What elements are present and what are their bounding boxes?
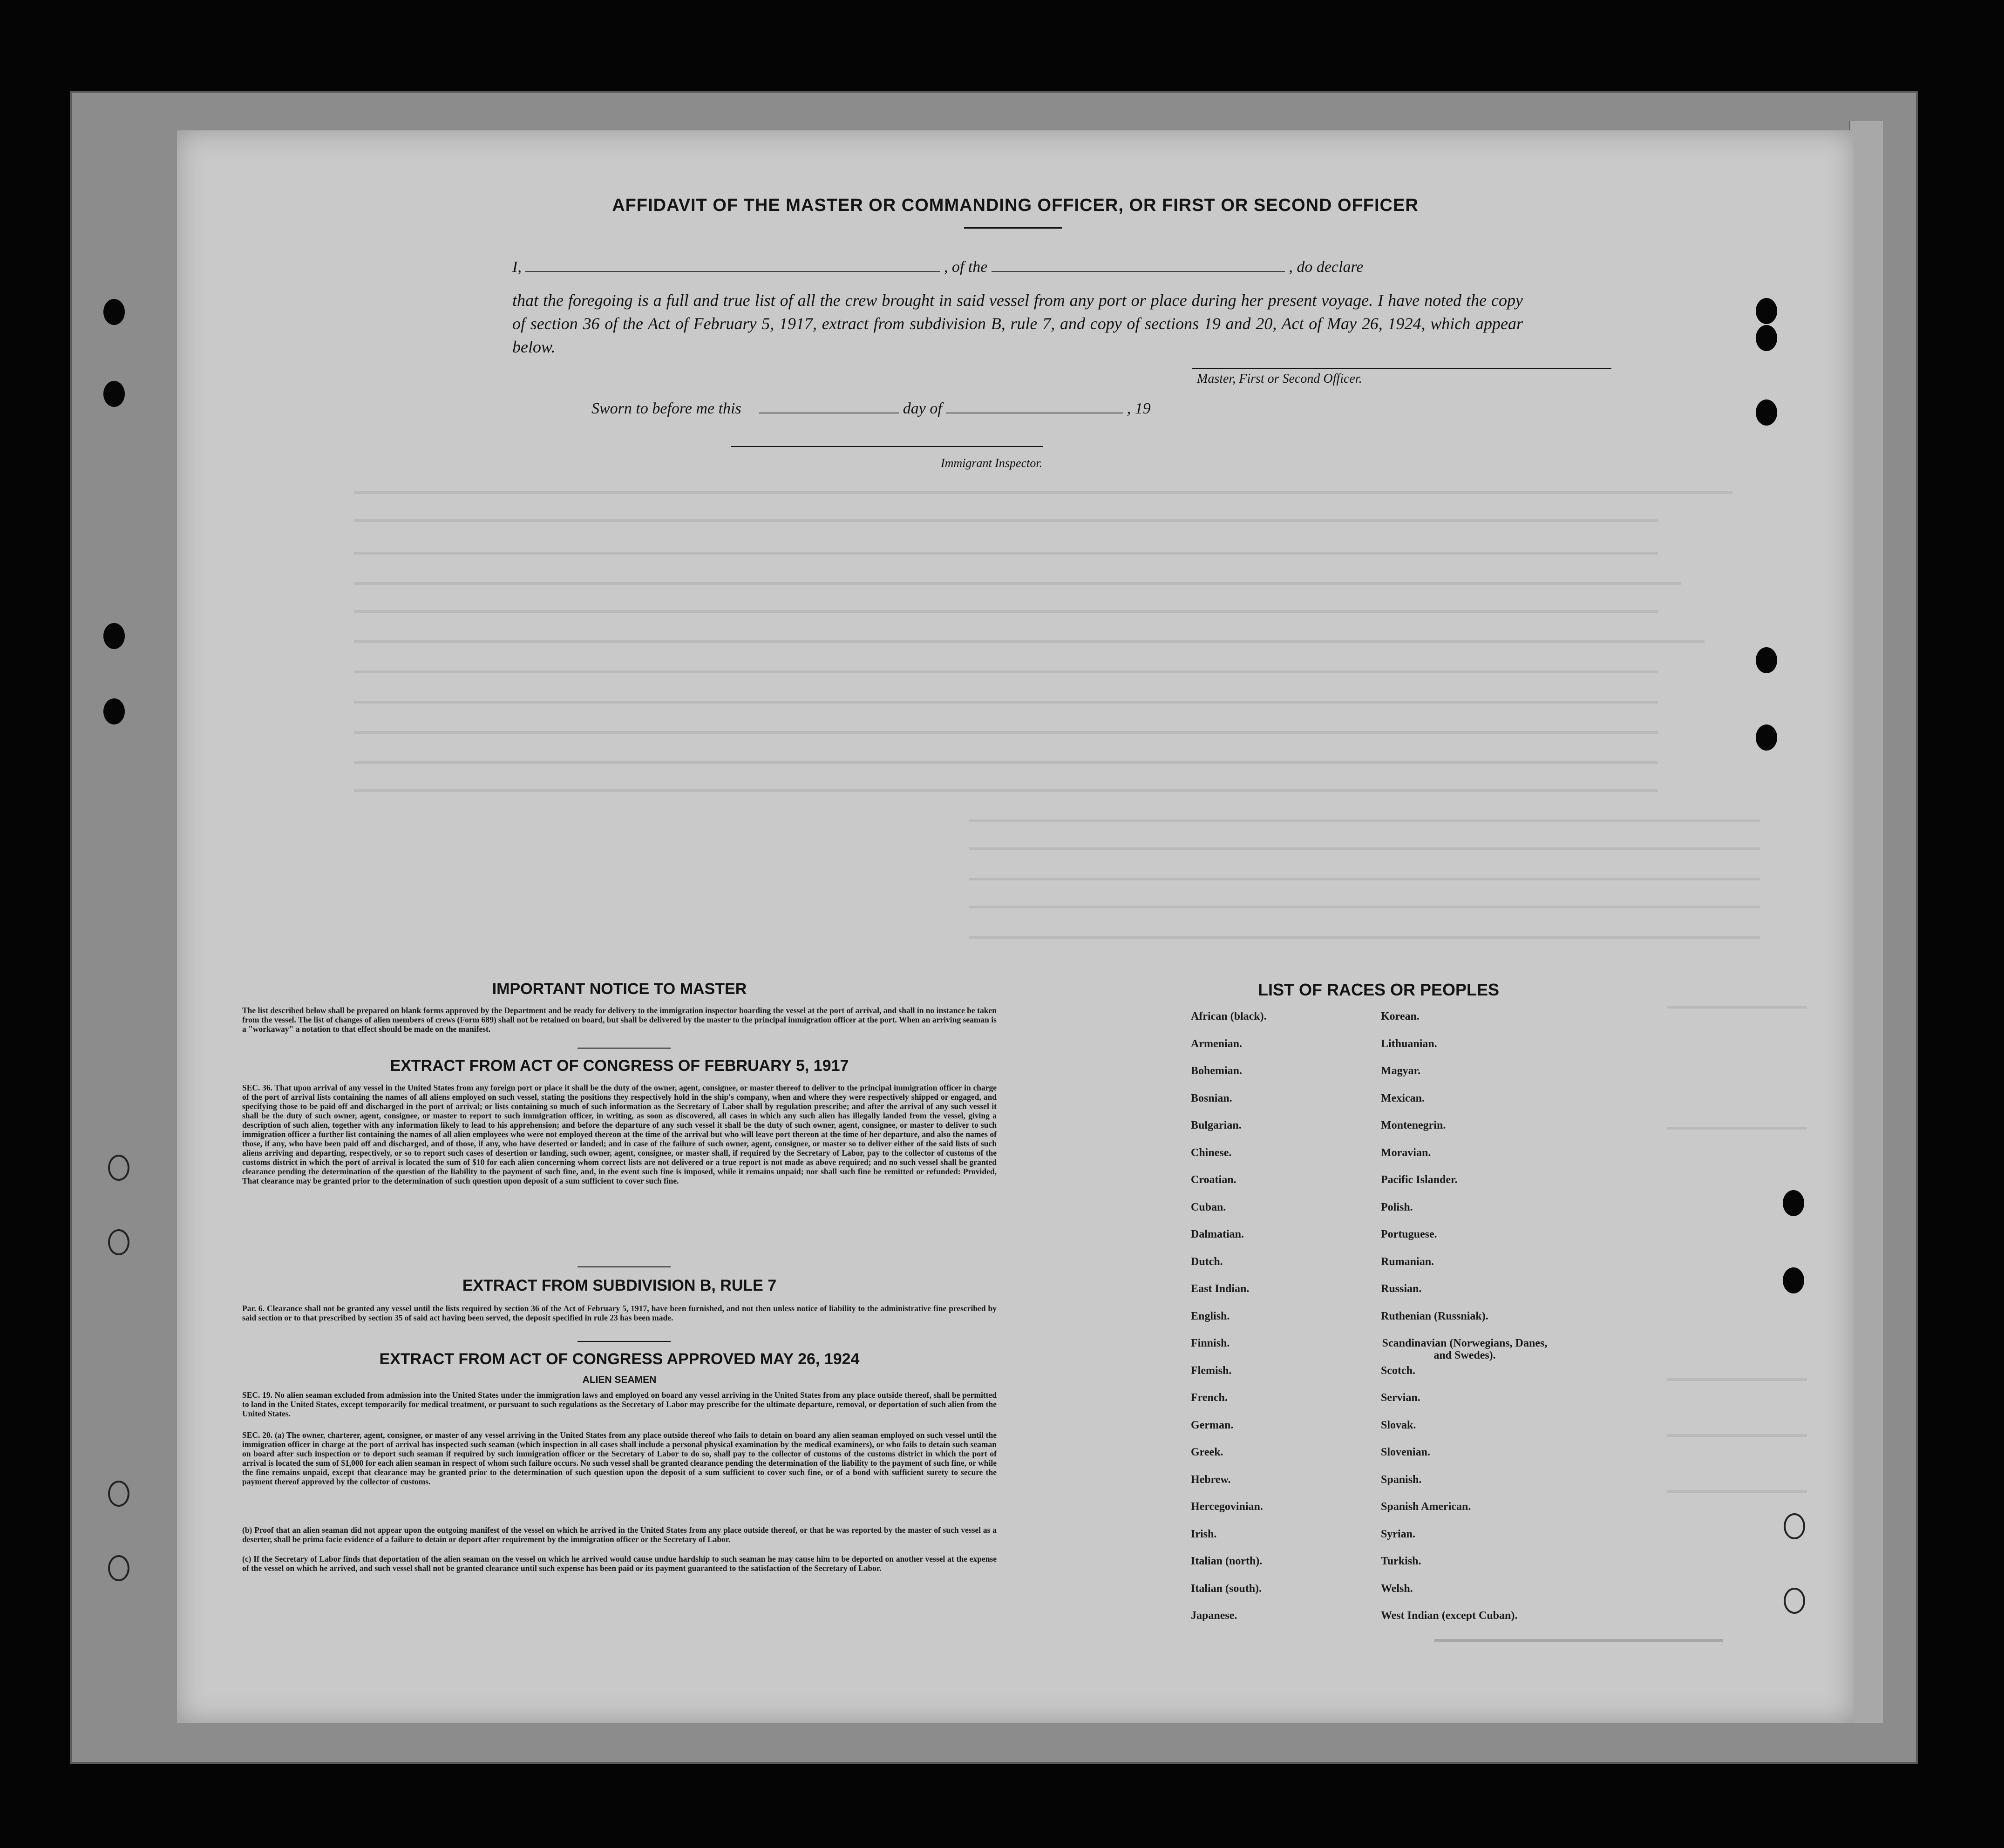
affidavit-first-line	[512, 255, 1523, 276]
race-item: Bohemian.	[1191, 1065, 1243, 1077]
punch-hole	[1756, 298, 1777, 324]
race-item: Bulgarian.	[1191, 1119, 1242, 1131]
race-item: West Indian (except Cuban).	[1381, 1610, 1518, 1622]
race-item: Polish.	[1381, 1201, 1413, 1213]
punch-hole	[108, 1229, 129, 1255]
punch-hole	[108, 1155, 129, 1181]
i-label: I,	[512, 258, 522, 276]
race-item: Lithuanian.	[1381, 1037, 1437, 1050]
race-item: Pacific Islander.	[1381, 1174, 1458, 1186]
punch-hole	[103, 623, 125, 649]
race-item: Hebrew.	[1191, 1473, 1231, 1486]
race-item: Korean.	[1381, 1010, 1420, 1022]
race-item: Croatian.	[1191, 1174, 1236, 1186]
day-of-label: day of	[903, 400, 942, 417]
race-item: Italian (south).	[1191, 1582, 1262, 1595]
punch-hole	[1756, 647, 1777, 673]
race-item: Dalmatian.	[1191, 1228, 1244, 1240]
declare-label: , do declare	[1289, 258, 1364, 276]
race-item: Bosnian.	[1191, 1092, 1232, 1104]
race-item: Chinese.	[1191, 1146, 1232, 1159]
race-item: Irish.	[1191, 1528, 1217, 1540]
punch-hole	[108, 1481, 129, 1507]
race-item: Greek.	[1191, 1446, 1223, 1458]
race-item: Scandinavian (Norwegians, Danes, and Swedes).	[1382, 1337, 1548, 1361]
race-item: Welsh.	[1381, 1582, 1413, 1595]
punch-hole	[103, 299, 125, 325]
alien-seamen-subtitle: ALIEN SEAMEN	[582, 1374, 657, 1385]
punch-hole	[1756, 724, 1777, 751]
race-item: Rumanian.	[1381, 1255, 1434, 1268]
race-item: Scotch.	[1381, 1364, 1415, 1377]
sworn-month-blank[interactable]	[946, 397, 1123, 413]
extract-1924-sec19: SEC. 19. No alien seaman excluded from admission into the United States under the immigration laws and employed on board any vessel arriving in the United States from any place outside thereof, shall be permitted to land in the United States, except temporarily for medical treatment, or pursuant to such regulations as the Secretary of Labor may prescribe for the ultimate departure, removal, or deportation of such alien from the United States.	[242, 1390, 997, 1418]
of-the-label: , of the	[944, 258, 988, 276]
race-item: Slovenian.	[1381, 1446, 1431, 1458]
race-item: African (black).	[1191, 1010, 1267, 1022]
year-label: , 19	[1127, 400, 1151, 417]
race-item: East Indian.	[1191, 1283, 1250, 1295]
race-item: Hercegovinian.	[1191, 1501, 1263, 1513]
extract-rule7-title: EXTRACT FROM SUBDIVISION B, RULE 7	[462, 1277, 777, 1294]
backing-strip	[1849, 121, 1883, 1723]
race-item: Ruthenian (Russniak).	[1381, 1310, 1488, 1322]
race-item: Italian (north).	[1191, 1555, 1263, 1567]
notice-text: The list described below shall be prepared on blank forms approved by the Department and be ready for delivery to the immigration inspector boarding the vessel at the port of arrival, and shall in no instance be taken from the vessel. The list of changes of alien members of crews (Form 689) shall not be retained on board, but shall be delivered by the master to the principal immigration officer at the port. When an arriving seaman is a "workaway" a notation to that effect should be made on the manifest.	[242, 1006, 997, 1034]
sworn-label: Sworn to before me this	[591, 400, 741, 417]
race-item: Russian.	[1381, 1283, 1422, 1295]
race-item: Armenian.	[1191, 1037, 1242, 1050]
vessel-name-blank[interactable]	[992, 255, 1285, 272]
notice-title: IMPORTANT NOTICE TO MASTER	[492, 980, 747, 998]
punch-hole	[1784, 1588, 1805, 1614]
extract-1917-text: SEC. 36. That upon arrival of any vessel in the United States from any foreign port or place it shall be the duty of the owner, agent, consignee, or master thereof to deliver to the principal immigration officer in charge of the port of arrival lists containing the names of all aliens employed on such vessel, stating the positions they respectively hold in the ship's company, when and where they were respectively shipped or engaged, and specifying those to be paid off and discharged in the port of arrival; or lists containing so much of such information as the Secretary of Labor shall by regulation prescribe; and after the arrival of any such vessel it shall be the duty of such owner, agent, consignee, or master to report to such immigration officer, in writing, as soon as discovered, all cases in which any such alien has illegally landed from the vessel, giving a description of such alien, together with any information likely to lead to his apprehension; and before the departure of any such vessel it shall be the duty of such owner, agent, consignee, or master to deliver to such immigration officer a further list containing the names of all alien employees who were not employed thereon at the time of the arrival but who will leave port thereon at the time of her departure, and also the names of those, if any, who have been paid off and discharged, and of those, if any, who have deserted or landed; and in case of the failure of such owner, agent, consignee, or master so to deliver either of the said lists of such aliens arriving and departing, respectively, or so to report such cases of desertion or landing, such owner, agent, consignee, or master shall, if required by the Secretary of Labor, pay to the collector of customs of the customs district in which the port of arrival is located the sum of $10 for each alien concerning whom correct lists are not delivered or a true report is not made as above required; and no such vessel shall be granted clearance pending the determination of the question of the liability to the payment of such fine, and, in the event such fine is imposed, while it remains unpaid; nor shall such fine be remitted or refunded: Provided, That clearance may be granted prior to the determination of such question upon deposit of a sum sufficient to cover such fine.	[242, 1083, 997, 1185]
race-item: Dutch.	[1191, 1255, 1223, 1268]
affidavit-body: that the foregoing is a full and true list of all the crew brought in said vessel from any port or place during her present voyage. I have noted the copy of section 36 of the Act of February 5, 1917, extract from subdivision B, rule 7, and copy of sections 19 and 20, Act of May 26, 1924, which appear below.	[512, 291, 1523, 356]
race-item: Montenegrin.	[1381, 1119, 1446, 1131]
race-item: Syrian.	[1381, 1528, 1416, 1540]
extract-1924-sec20c: (c) If the Secretary of Labor finds that deportation of the alien seaman on the vessel on which he arrived would cause undue hardship to such seaman he may cause him to be deported on another vessel at the expense of the vessel on which he arrived, and such vessel shall not be granted clearance until such expense has been paid or its payment guaranteed to the satisfaction of the Secretary of Labor.	[242, 1554, 997, 1573]
inspector-rule	[731, 446, 1043, 447]
race-item: Spanish American.	[1381, 1501, 1471, 1513]
extract-rule7-rule	[577, 1341, 671, 1342]
manifest-page	[177, 130, 1854, 1723]
extract-1924-sec20b: (b) Proof that an alien seaman did not appear upon the outgoing manifest of the vessel on which he arrived in the United States from any place outside thereof, or that he was reported by the master of such vessel as a deserter, shall be prima facie evidence of a failure to detain or deport after requirement by the immigration officer or the Secretary of Labor.	[242, 1525, 997, 1544]
punch-hole	[1756, 399, 1777, 426]
race-item: Slovak.	[1381, 1419, 1416, 1431]
extract-1917-title: EXTRACT FROM ACT OF CONGRESS OF FEBRUARY 5, 1917	[390, 1057, 849, 1075]
race-item: Magyar.	[1381, 1065, 1421, 1077]
extract-1917-rule	[577, 1266, 671, 1267]
punch-hole	[1783, 1190, 1804, 1216]
race-item: Turkish.	[1381, 1555, 1421, 1567]
race-item: English.	[1191, 1310, 1230, 1322]
sworn-line	[591, 397, 1151, 418]
extract-1924-sec20a: SEC. 20. (a) The owner, charterer, agent, consignee, or master of any vessel arriving in the United States from any place outside thereof who fails to detain on board any alien seaman employed on such vessel until the immigration officer in charge at the port of arrival has inspected such seaman (which inspection in all cases shall include a personal physical examination by the medical examiners), or who fails to detain such seaman on board after such inspection or to deport such seaman if required by such immigration officer or the Secretary of Labor to do so, shall pay to the collector of customs of the customs district in which the port of arrival is located the sum of $1,000 for each alien seaman in respect of whom such failure occurs. No such vessel shall be granted clearance pending the determination of the liability to the payment of such fine, or while the fine remains unpaid, except that clearance may be granted prior to the determination of such question upon the deposit of a sum sufficient to cover such fine, or of a bond with sufficient surety to secure the payment thereof approved by the collector of customs.	[242, 1430, 997, 1486]
officer-signature-label: Master, First or Second Officer.	[1197, 372, 1362, 386]
title-rule	[964, 227, 1062, 229]
races-title: LIST OF RACES OR PEOPLES	[1257, 980, 1500, 999]
master-name-blank[interactable]	[525, 255, 940, 272]
signature-rule	[1192, 368, 1611, 369]
race-item: Servian.	[1381, 1392, 1420, 1404]
sworn-day-blank[interactable]	[759, 397, 899, 413]
extract-rule7-text: Par. 6. Clearance shall not be granted any vessel until the lists required by section 36 of the Act of February 5, 1917, have been furnished, and not then unless notice of liability to the administrative fine prescribed by said section or to that prescribed by section 35 of said act having been served, the deposit specified in rule 23 has been made.	[242, 1304, 997, 1322]
punch-hole	[1783, 1267, 1804, 1293]
punch-hole	[1756, 325, 1777, 351]
race-item: Cuban.	[1191, 1201, 1226, 1213]
race-item: Mexican.	[1381, 1092, 1425, 1104]
punch-hole	[108, 1555, 129, 1581]
race-item: Moravian.	[1381, 1146, 1431, 1159]
punch-hole	[103, 381, 125, 407]
faded-stamp	[1434, 1639, 1723, 1721]
affidavit-title: AFFIDAVIT OF THE MASTER OR COMMANDING OFFICER, OR FIRST OR SECOND OFFICER	[612, 196, 1419, 215]
punch-hole	[1784, 1513, 1805, 1539]
race-item: Portuguese.	[1381, 1228, 1437, 1240]
race-item: German.	[1191, 1419, 1234, 1431]
race-item: Spanish.	[1381, 1473, 1422, 1486]
extract-1924-title: EXTRACT FROM ACT OF CONGRESS APPROVED MAY 26, 1924	[379, 1350, 860, 1368]
inspector-label: Immigrant Inspector.	[941, 456, 1043, 470]
race-item: Finnish.	[1191, 1337, 1230, 1349]
race-item: Flemish.	[1191, 1364, 1232, 1377]
punch-hole	[103, 698, 125, 724]
race-item: French.	[1191, 1392, 1228, 1404]
race-item: Japanese.	[1191, 1610, 1237, 1622]
notice-rule	[577, 1048, 671, 1049]
